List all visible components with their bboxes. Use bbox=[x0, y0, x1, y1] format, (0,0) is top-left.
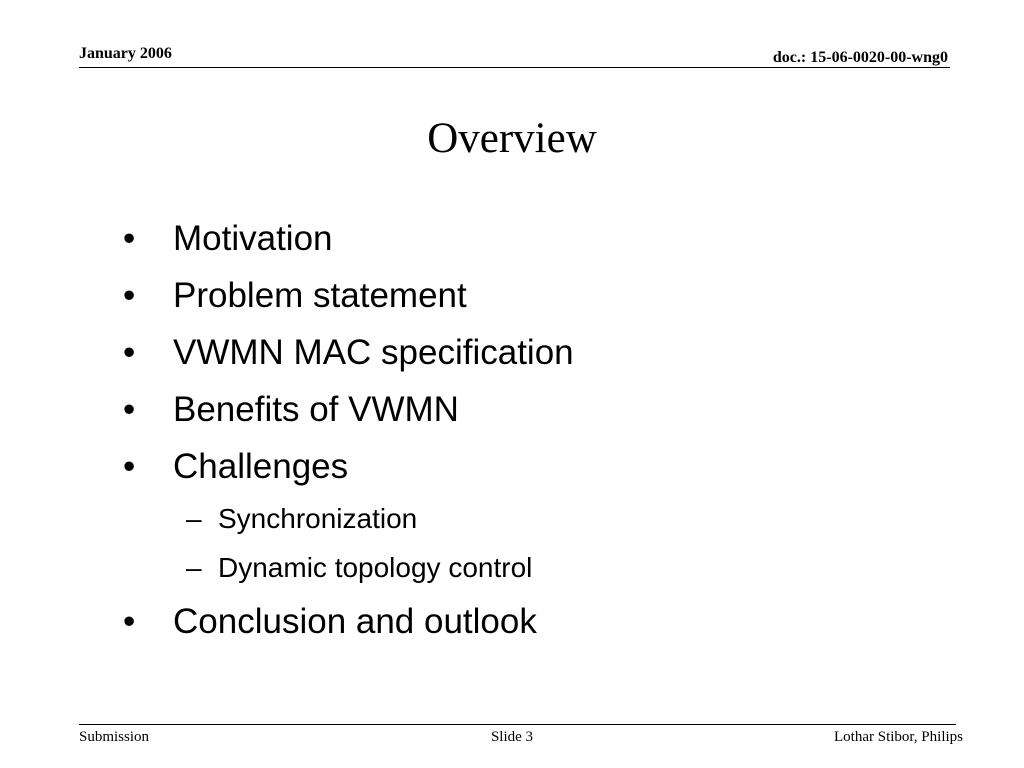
sub-bullet-text: Synchronization bbox=[218, 503, 418, 534]
footer-slide-number: Slide 3 bbox=[490, 729, 534, 745]
bullet-text: Benefits of VWMN bbox=[173, 390, 459, 429]
header-doc-id: doc.: 15-06-0020-00-wng0 bbox=[772, 49, 948, 66]
footer-author: Lothar Stibor, Philips bbox=[834, 729, 963, 745]
footer-divider bbox=[79, 724, 956, 725]
bullet-text: Motivation bbox=[173, 219, 333, 258]
bullet-marker: • bbox=[123, 276, 136, 315]
footer-submission: Submission bbox=[79, 729, 150, 745]
bullet-marker: • bbox=[123, 390, 136, 429]
bullet-text: Conclusion and outlook bbox=[173, 602, 537, 641]
bullet-marker: • bbox=[123, 447, 136, 486]
bullet-text: VWMN MAC specification bbox=[173, 333, 574, 372]
sub-bullet-text: Dynamic topology control bbox=[218, 552, 533, 583]
bullet-text: Problem statement bbox=[173, 276, 467, 315]
bullet-marker: • bbox=[123, 219, 136, 258]
bullet-marker: • bbox=[123, 333, 136, 372]
bullet-marker: • bbox=[123, 602, 136, 641]
sub-bullet-marker: – bbox=[186, 552, 202, 583]
sub-bullet-marker: – bbox=[186, 503, 202, 534]
bullet-text: Challenges bbox=[173, 447, 349, 486]
slide-title: Overview bbox=[427, 115, 597, 162]
header-date: January 2006 bbox=[79, 45, 172, 62]
